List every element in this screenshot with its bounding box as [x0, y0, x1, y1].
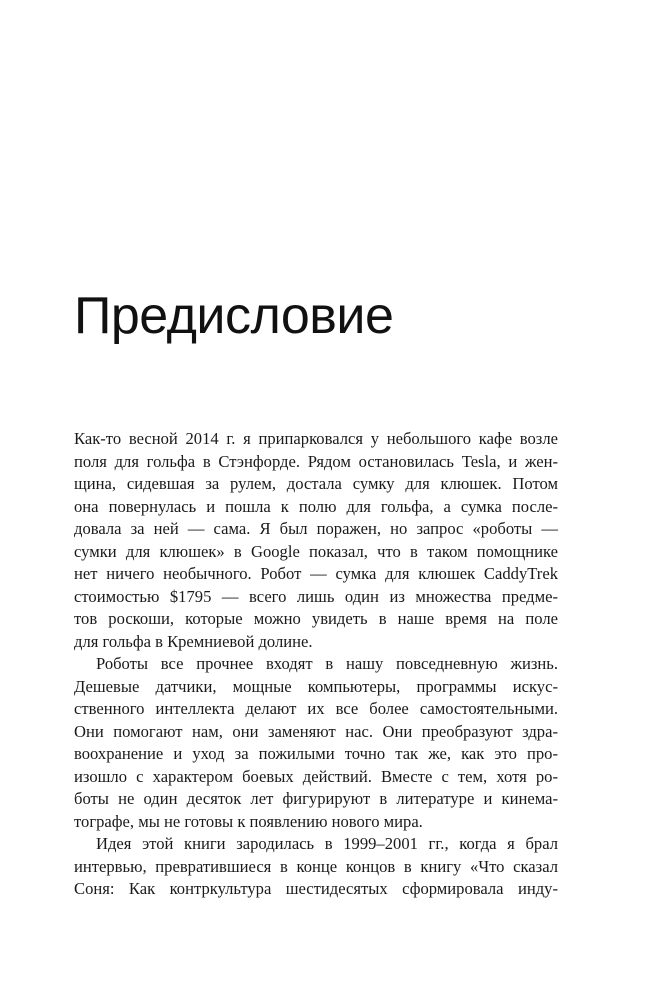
text-line: довала за ней — сама. Я был поражен, но запрос «роботы — — [74, 519, 558, 538]
text-line: Дешевые датчики, мощные компьютеры, программы искус- — [74, 676, 558, 696]
text-line: Роботы все прочнее входят в нашу повседневную жизнь. — [96, 654, 558, 673]
chapter-title: Предисловие — [74, 287, 394, 345]
text-line: поля для гольфа в Стэнфорде. Рядом остановилась Tesla, и жен- — [74, 451, 558, 471]
text-line: Они помогают нам, они заменяют нас. Они преобразуют здра- — [74, 721, 558, 741]
paragraph — [74, 653, 558, 833]
body-text — [74, 428, 558, 901]
text-line: ственного интеллекта делают их все более самостоятельными. — [74, 699, 558, 718]
text-line: Идея этой книги зародилась в 1999–2001 гг., когда я брал — [96, 834, 558, 853]
text-line: Соня: Как контркультура шестидесятых сформировала инду- — [74, 879, 558, 898]
text-line: тов роскоши, которые можно увидеть в наше время на поле — [74, 609, 558, 628]
text-line: сумки для клюшек» в Google показал, что в таком помощнике — [74, 541, 558, 561]
text-line: изошло с характером боевых действий. Вместе с тем, хотя ро- — [74, 766, 558, 786]
text-line: стоимостью $1795 — всего лишь один из множества предме- — [74, 586, 558, 606]
text-line: она повернулась и пошла к полю для гольфа, а сумка после- — [74, 496, 558, 516]
paragraph — [74, 833, 558, 901]
paragraph — [74, 428, 558, 653]
text-line: щина, сидевшая за рулем, достала сумку для клюшек. Потом — [74, 474, 558, 493]
text-line: Как-то весной 2014 г. я припарковался у небольшого кафе возле — [74, 429, 558, 448]
text-line: воохранение и уход за пожилыми точно так же, как это про- — [74, 744, 558, 763]
text-line: интервью, превратившиеся в конце концов в книгу «Что сказал — [74, 856, 558, 876]
text-line: нет ничего необычного. Робот — сумка для клюшек CaddyTrek — [74, 564, 558, 583]
text-line: тографе, мы не готовы к появлению нового мира. — [74, 811, 423, 831]
text-line: для гольфа в Кремниевой долине. — [74, 631, 313, 651]
text-line: боты не один десяток лет фигурируют в литературе и кинема- — [74, 789, 558, 808]
